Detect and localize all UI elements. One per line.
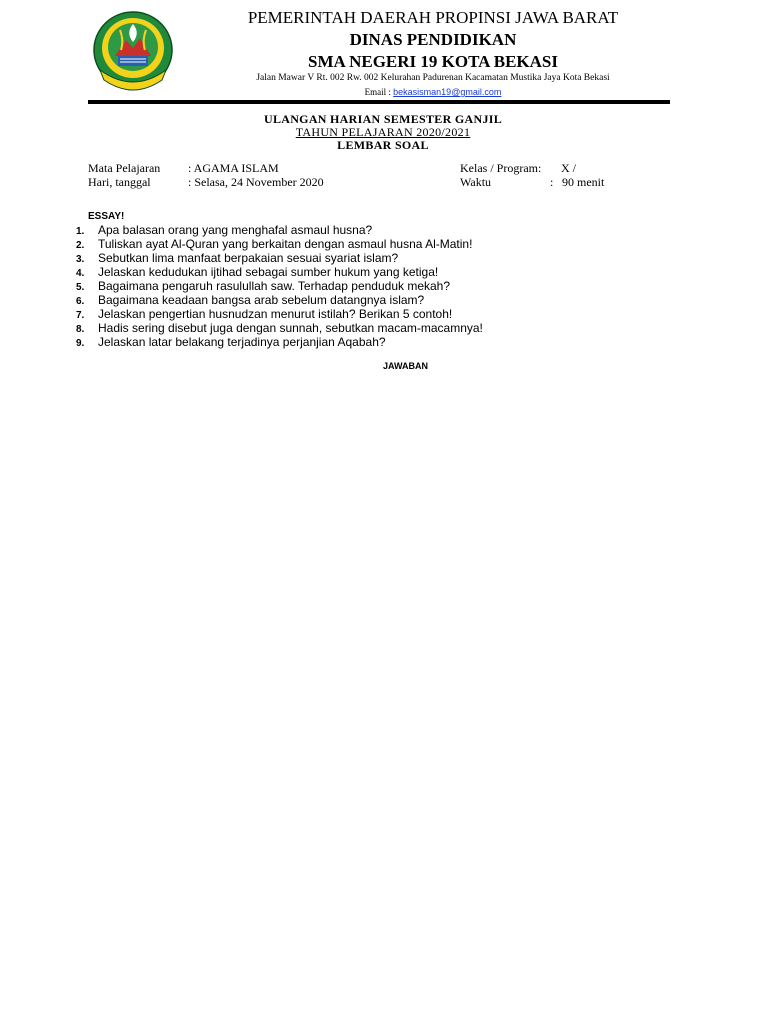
answer-heading: JAWABAN: [383, 361, 429, 371]
essay-heading: ESSAY!: [88, 211, 125, 222]
question-text: Hadis sering disebut juga dengan sunnah, sebutkan macam-macamnya!: [98, 321, 483, 335]
subject-value: : AGAMA ISLAM: [188, 161, 279, 175]
class-value: X /: [561, 161, 576, 175]
subject-label: Mata Pelajaran: [88, 161, 161, 175]
question-number: 8.: [76, 324, 85, 335]
header-divider: [88, 100, 670, 104]
question-text: Jelaskan kedudukan ijtihad sebagai sumber hukum yang ketiga!: [98, 265, 439, 279]
question-number: 1.: [76, 226, 85, 237]
date-value: : Selasa, 24 November 2020: [188, 175, 324, 189]
sheet-title: LEMBAR SOAL: [337, 138, 429, 152]
question-number: 2.: [76, 240, 85, 251]
email-link[interactable]: bekasisman19@gmail.com: [393, 87, 502, 97]
time-colon: :: [550, 175, 554, 189]
government-heading: PEMERINTAH DAERAH PROPINSI JAWA BARAT: [247, 8, 619, 27]
date-label: Hari, tanggal: [88, 175, 151, 189]
question-number: 5.: [76, 282, 85, 293]
west-java-crest-icon: [92, 10, 174, 92]
email-label: Email :: [364, 87, 394, 97]
question-text: Bagaimana pengaruh rasulullah saw. Terhadap penduduk mekah?: [98, 279, 451, 293]
school-logo: [92, 10, 174, 92]
class-label: Kelas / Program:: [460, 161, 542, 175]
question-text: Jelaskan pengertian husnudzan menurut istilah? Berikan 5 contoh!: [98, 307, 453, 321]
question-text: Sebutkan lima manfaat berpakaian sesuai syariat islam?: [98, 251, 399, 265]
question-number: 4.: [76, 268, 85, 279]
question-number: 9.: [76, 338, 85, 349]
question-number: 6.: [76, 296, 85, 307]
question-text: Tuliskan ayat Al-Quran yang berkaitan dengan asmaul husna Al-Matin!: [98, 237, 473, 251]
question-number: 3.: [76, 254, 85, 265]
question-text: Apa balasan orang yang menghafal asmaul husna?: [98, 223, 373, 237]
exam-title: ULANGAN HARIAN SEMESTER GANJIL: [263, 112, 503, 126]
school-address: Jalan Mawar V Rt. 002 Rw. 002 Kelurahan Padurenan Kacamatan Mustika Jaya Kota Bekasi: [256, 73, 610, 83]
academic-year: TAHUN PELAJARAN 2020/2021: [295, 125, 471, 139]
question-text: Bagaimana keadaan bangsa arab sebelum datangnya islam?: [98, 293, 425, 307]
department-heading: DINAS PENDIDIKAN: [349, 30, 517, 49]
question-number: 7.: [76, 310, 85, 321]
email-line: [178, 87, 688, 97]
question-text: Jelaskan latar belakang terjadinya perjanjian Aqabah?: [98, 335, 386, 349]
time-value: 90 menit: [562, 175, 605, 189]
time-label: Waktu: [460, 175, 492, 189]
school-name: SMA NEGERI 19 KOTA BEKASI: [307, 52, 559, 71]
